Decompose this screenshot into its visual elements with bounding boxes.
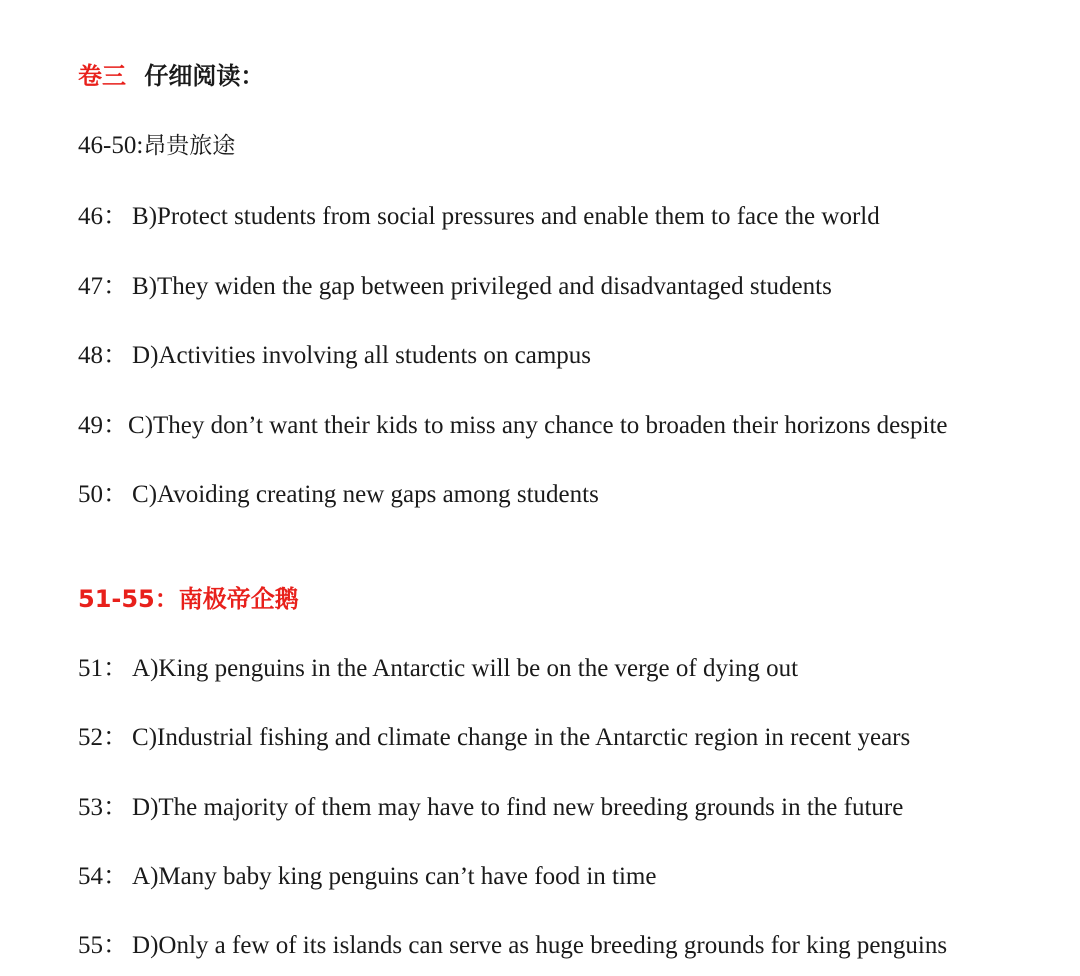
- answer-text: D)The majority of them may have to find new breeding grounds in the future: [132, 794, 904, 821]
- question-number: 48：: [78, 342, 129, 369]
- answer-text: A)King penguins in the Antarctic will be on the verge of dying out: [132, 655, 799, 682]
- question-number: 55：: [78, 932, 129, 959]
- answer-text: B)Protect students from social pressures and enable them to face the world: [132, 203, 880, 230]
- answer-row: [78, 340, 591, 372]
- passage-one-range: 46-50:: [78, 132, 144, 159]
- answer-row: [78, 792, 903, 824]
- question-number: 46：: [78, 203, 129, 230]
- answer-row: [78, 861, 656, 893]
- answer-text: A)Many baby king penguins can’t have food in time: [132, 863, 657, 890]
- answer-text: B)They widen the gap between privileged and disadvantaged students: [132, 273, 832, 300]
- answer-row: [78, 930, 947, 962]
- answer-row: [78, 653, 798, 685]
- answer-row: [78, 201, 880, 233]
- answer-row: [78, 479, 599, 511]
- answer-row: [78, 410, 948, 442]
- answer-text: C)Industrial fishing and climate change in the Antarctic region in recent years: [132, 724, 911, 751]
- question-number: 52：: [78, 724, 129, 751]
- answer-text: D)Activities involving all students on campus: [132, 342, 591, 369]
- section-title: 仔细阅读：: [144, 62, 265, 90]
- section-label: 卷三: [78, 62, 126, 90]
- answer-row: [78, 271, 832, 303]
- question-number: 50：: [78, 481, 129, 508]
- question-number: 49：: [78, 412, 129, 439]
- question-number: 51：: [78, 655, 129, 682]
- section-three-heading: [78, 60, 264, 92]
- passage-one-heading: [78, 130, 235, 162]
- passage-one-topic: 昂贵旅途: [143, 133, 236, 159]
- question-number: 53：: [78, 794, 129, 821]
- answer-row: [78, 722, 910, 754]
- answer-text: D)Only a few of its islands can serve as huge breeding grounds for king penguins: [132, 932, 948, 959]
- answer-text: C)They don’t want their kids to miss any chance to broaden their horizons despite: [128, 412, 948, 439]
- passage-two-heading: 51-55：南极帝企鹅: [78, 585, 299, 613]
- question-number: 54：: [78, 863, 129, 890]
- question-number: 47：: [78, 273, 129, 300]
- answer-text: C)Avoiding creating new gaps among students: [132, 481, 599, 508]
